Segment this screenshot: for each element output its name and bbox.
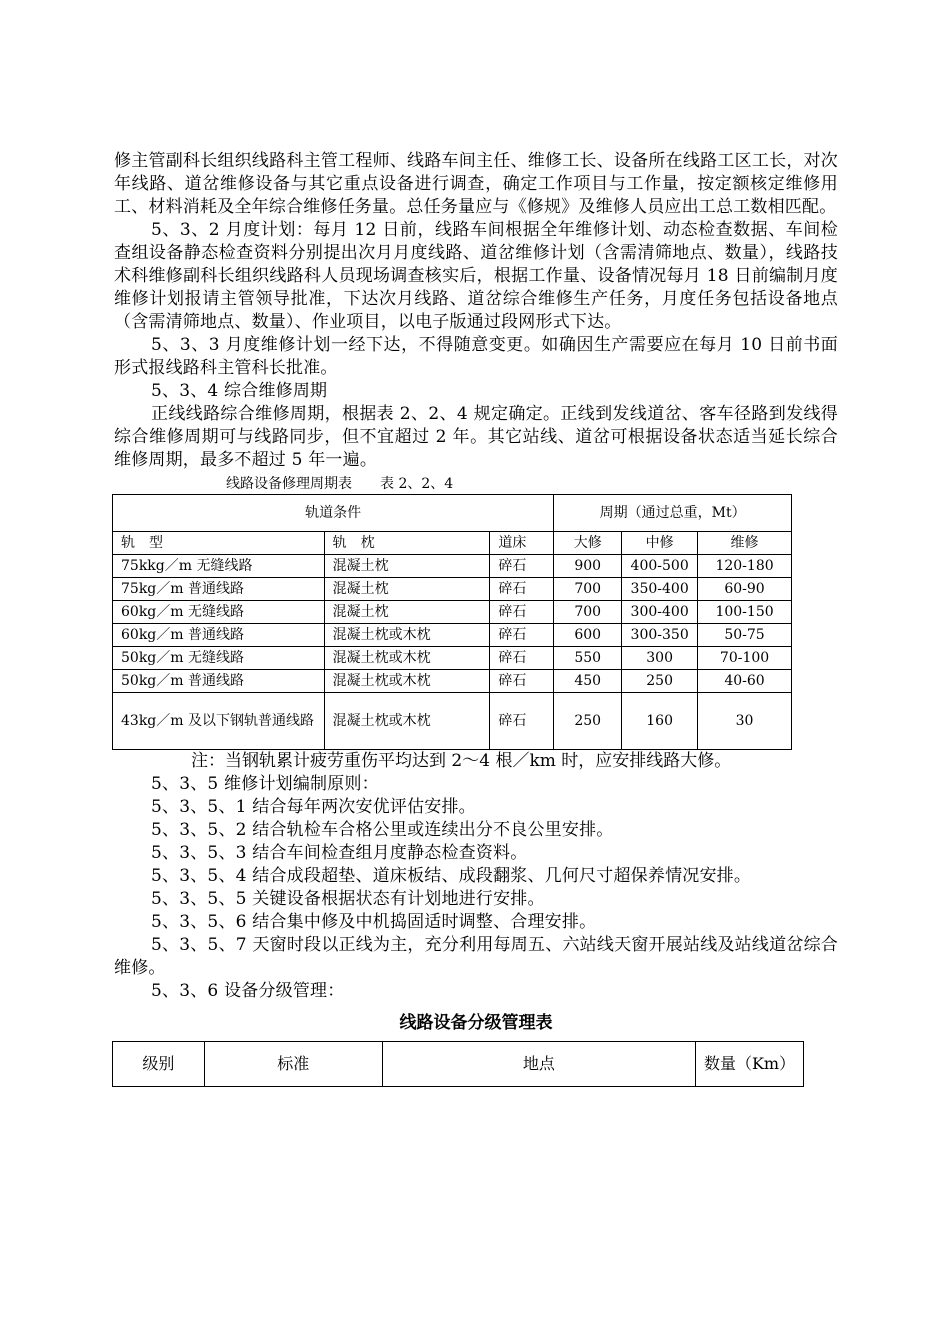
- cell-ballast: 碎石: [490, 601, 554, 624]
- table-header-group: [113, 495, 792, 532]
- cell-major: 550: [554, 647, 622, 670]
- header-track-conditions: 轨道条件: [113, 495, 554, 532]
- cell-maintenance: 70-100: [698, 647, 792, 670]
- header-rail-type: 轨 型: [113, 532, 325, 555]
- cell-rail-type: 75kkg／m 无缝线路: [113, 555, 325, 578]
- cell-medium: 300: [622, 647, 698, 670]
- cell-major: 600: [554, 624, 622, 647]
- cell-ballast: 碎石: [490, 693, 554, 750]
- paragraph-maintenance-survey: 修主管副科长组织线路科主管工程师、线路车间主任、维修工长、设备所在线路工区工长，对次年线路、道岔维修设备与其它重点设备进行调查，确定工作项目与工作量，按定额核定维修用工、材料消耗及全年综合维修任务量。总任务量应与《修规》及维修人员应出工总工数相匹配。: [114, 151, 838, 217]
- heading-plan-principles: 5、3、5 维修计划编制原则：: [151, 774, 379, 794]
- cell-ballast: 碎石: [490, 647, 554, 670]
- cell-major: 250: [554, 693, 622, 750]
- cell-sleeper: 混凝土枕: [324, 578, 490, 601]
- principle-item: 5、3、5、4 结合成段超垫、道床板结、成段翻浆、几何尺寸超保养情况安排。: [151, 866, 752, 886]
- header-location: 地点: [382, 1042, 695, 1087]
- table-row: [113, 693, 792, 750]
- table-row: [113, 601, 792, 624]
- cell-maintenance: 30: [698, 693, 792, 750]
- header-medium-repair: 中修: [622, 532, 698, 555]
- cell-maintenance: 60-90: [698, 578, 792, 601]
- cell-ballast: 碎石: [490, 670, 554, 693]
- cell-sleeper: 混凝土枕或木枕: [324, 693, 490, 750]
- table-row: [113, 670, 792, 693]
- cell-rail-type: 75kg／m 普通线路: [113, 578, 325, 601]
- cell-sleeper: 混凝土枕或木枕: [324, 647, 490, 670]
- cell-major: 900: [554, 555, 622, 578]
- header-quantity: 数量（Km）: [696, 1042, 804, 1087]
- table-row: [113, 624, 792, 647]
- document-page: [114, 150, 838, 1087]
- cell-medium: 400-500: [622, 555, 698, 578]
- header-ballast: 道床: [490, 532, 554, 555]
- cell-sleeper: 混凝土枕或木枕: [324, 670, 490, 693]
- cycle-table-caption: 线路设备修理周期表 表 2、2、4: [226, 476, 454, 492]
- header-cycle: 周期（通过总重，Mt）: [554, 495, 792, 532]
- table-row: [113, 555, 792, 578]
- cell-sleeper: 混凝土枕: [324, 601, 490, 624]
- header-grade: 级别: [113, 1042, 205, 1087]
- cell-ballast: 碎石: [490, 555, 554, 578]
- table-row: [113, 578, 792, 601]
- grade-table: [112, 1041, 804, 1087]
- paragraph-monthly-plan: 5、3、2 月度计划：每月 12 日前，线路车间根据全年维修计划、动态检查数据、车间检查组设备静态检查资料分别提出次月月度线路、道岔维修计划（含需清筛地点、数量），线路技术科维修副科长组织线路科人员现场调查核实后，根据工作量、设备情况每月 18 日前编制月度维修计划报请主管领导批准，下达次月线路、道岔综合维修生产任务，月度任务包括设备地点（含需清筛地点、数量）、作业项目，以电子版通过段网形式下达。: [114, 220, 838, 332]
- grade-table-title: 线路设备分级管理表: [399, 1013, 553, 1033]
- cell-medium: 300-400: [622, 601, 698, 624]
- principle-item: 5、3、5、5 关键设备根据状态有计划地进行安排。: [151, 889, 545, 909]
- principle-item: 5、3、5、7 天窗时段以正线为主，充分利用每周五、六站线天窗开展站线及站线道岔综合维修。: [114, 935, 838, 978]
- principle-item: 5、3、5、6 结合集中修及中机捣固适时调整、合理安排。: [151, 912, 597, 932]
- cycle-table: [112, 494, 792, 750]
- cell-sleeper: 混凝土枕或木枕: [324, 624, 490, 647]
- cell-ballast: 碎石: [490, 624, 554, 647]
- table-header-row: [113, 1042, 804, 1087]
- principle-item: 5、3、5、1 结合每年两次安优评估安排。: [151, 797, 476, 817]
- paragraph-plan-change: 5、3、3 月度维修计划一经下达，不得随意变更。如确因生产需要应在每月 10 日前书面形式报线路科主管科长批准。: [114, 335, 838, 378]
- table-note: 注：当钢轨累计疲劳重伤平均达到 2～4 根／km 时，应安排线路大修。: [191, 751, 732, 771]
- table-header-row: [113, 532, 792, 555]
- cell-maintenance: 40-60: [698, 670, 792, 693]
- cell-rail-type: 60kg／m 普通线路: [113, 624, 325, 647]
- cell-ballast: 碎石: [490, 578, 554, 601]
- header-standard: 标准: [204, 1042, 382, 1087]
- cell-maintenance: 100-150: [698, 601, 792, 624]
- header-sleeper: 轨 枕: [324, 532, 490, 555]
- principle-item: 5、3、5、2 结合轨检车合格公里或连续出分不良公里安排。: [151, 820, 614, 840]
- principle-item: 5、3、5、3 结合车间检查组月度静态检查资料。: [151, 843, 528, 863]
- cell-major: 700: [554, 601, 622, 624]
- cell-sleeper: 混凝土枕: [324, 555, 490, 578]
- header-maintenance: 维修: [698, 532, 792, 555]
- cell-rail-type: 43kg／m 及以下钢轨普通线路: [113, 693, 325, 750]
- table-row: [113, 647, 792, 670]
- cell-maintenance: 50-75: [698, 624, 792, 647]
- cell-medium: 350-400: [622, 578, 698, 601]
- cell-rail-type: 50kg／m 普通线路: [113, 670, 325, 693]
- paragraph-cycle-rules: 正线线路综合维修周期，根据表 2、2、4 规定确定。正线到发线道岔、客车径路到发线得综合维修周期可与线路同步，但不宜超过 2 年。其它站线、道岔可根据设备状态适当延长综合维修周期，最多不超过 5 年一遍。: [114, 404, 838, 470]
- cell-medium: 160: [622, 693, 698, 750]
- cell-medium: 300-350: [622, 624, 698, 647]
- cell-rail-type: 60kg／m 无缝线路: [113, 601, 325, 624]
- heading-maintenance-cycle: 5、3、4 综合维修周期: [151, 381, 328, 401]
- cell-rail-type: 50kg／m 无缝线路: [113, 647, 325, 670]
- heading-grade-management: 5、3、6 设备分级管理：: [151, 981, 345, 1001]
- cell-maintenance: 120-180: [698, 555, 792, 578]
- cell-major: 700: [554, 578, 622, 601]
- cell-major: 450: [554, 670, 622, 693]
- cell-medium: 250: [622, 670, 698, 693]
- header-major-repair: 大修: [554, 532, 622, 555]
